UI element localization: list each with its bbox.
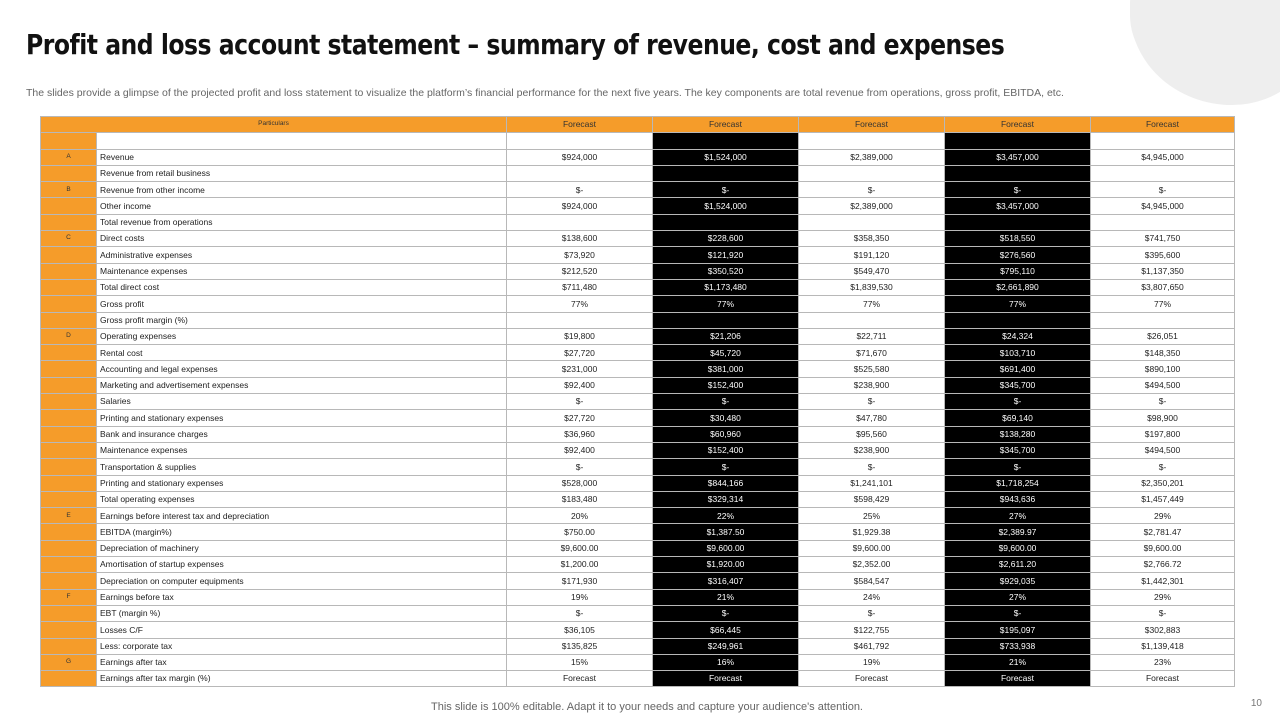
- row-letter: [41, 491, 97, 507]
- cell-forecast-4: 21%: [945, 654, 1091, 670]
- cell-forecast-2: $-: [653, 459, 799, 475]
- cell-forecast-4: $929,035: [945, 573, 1091, 589]
- table-row: [41, 410, 1235, 426]
- cell-forecast-1: $9,600.00: [507, 540, 653, 556]
- row-label: Total direct cost: [97, 279, 507, 295]
- table-row: [41, 198, 1235, 214]
- cell-forecast-5: $395,600: [1091, 247, 1235, 263]
- cell-forecast-1: $924,000: [507, 149, 653, 165]
- cell-forecast-3: $584,547: [799, 573, 945, 589]
- cell-forecast-4: $518,550: [945, 231, 1091, 247]
- row-letter: B: [41, 182, 97, 198]
- cell-forecast-1: 15%: [507, 654, 653, 670]
- cell-forecast-5: $2,766.72: [1091, 557, 1235, 573]
- row-label: Rental cost: [97, 345, 507, 361]
- row-letter: [41, 573, 97, 589]
- row-letter: [41, 263, 97, 279]
- header-forecast-1: Forecast: [507, 117, 653, 133]
- cell-forecast-3: $1,839,530: [799, 279, 945, 295]
- cell-forecast-3: [799, 133, 945, 149]
- cell-forecast-5: $1,139,418: [1091, 638, 1235, 654]
- cell-forecast-3: $358,350: [799, 231, 945, 247]
- row-label: Less: corporate tax: [97, 638, 507, 654]
- cell-forecast-5: [1091, 312, 1235, 328]
- header-particulars: Particulars: [41, 117, 507, 133]
- row-label: Administrative expenses: [97, 247, 507, 263]
- row-letter: E: [41, 508, 97, 524]
- cell-forecast-1: $171,930: [507, 573, 653, 589]
- cell-forecast-4: $795,110: [945, 263, 1091, 279]
- row-label: Printing and stationary expenses: [97, 410, 507, 426]
- row-label: Gross profit: [97, 296, 507, 312]
- cell-forecast-5: [1091, 133, 1235, 149]
- table-row: [41, 622, 1235, 638]
- row-letter: [41, 133, 97, 149]
- cell-forecast-4: 27%: [945, 508, 1091, 524]
- row-letter: D: [41, 328, 97, 344]
- row-label: Maintenance expenses: [97, 263, 507, 279]
- cell-forecast-1: 19%: [507, 589, 653, 605]
- row-letter: [41, 442, 97, 458]
- cell-forecast-5: $-: [1091, 182, 1235, 198]
- cell-forecast-4: [945, 165, 1091, 181]
- cell-forecast-3: Forecast: [799, 671, 945, 687]
- table-row: [41, 459, 1235, 475]
- row-label: Losses C/F: [97, 622, 507, 638]
- row-label: Operating expenses: [97, 328, 507, 344]
- table-header-row: [41, 117, 1235, 133]
- table-row: [41, 279, 1235, 295]
- cell-forecast-3: $1,929.38: [799, 524, 945, 540]
- cell-forecast-3: $2,389,000: [799, 149, 945, 165]
- cell-forecast-4: $-: [945, 394, 1091, 410]
- cell-forecast-1: $36,960: [507, 426, 653, 442]
- cell-forecast-2: 21%: [653, 589, 799, 605]
- row-letter: A: [41, 149, 97, 165]
- cell-forecast-5: $1,442,301: [1091, 573, 1235, 589]
- cell-forecast-5: $26,051: [1091, 328, 1235, 344]
- cell-forecast-4: 77%: [945, 296, 1091, 312]
- cell-forecast-3: [799, 165, 945, 181]
- table-row: [41, 442, 1235, 458]
- cell-forecast-3: $-: [799, 459, 945, 475]
- row-label: Revenue from other income: [97, 182, 507, 198]
- cell-forecast-1: $1,200.00: [507, 557, 653, 573]
- row-letter: [41, 296, 97, 312]
- table-row: [41, 361, 1235, 377]
- table-row: [41, 540, 1235, 556]
- cell-forecast-3: 77%: [799, 296, 945, 312]
- table-row: [41, 182, 1235, 198]
- cell-forecast-1: $36,105: [507, 622, 653, 638]
- cell-forecast-5: [1091, 214, 1235, 230]
- cell-forecast-3: $22,711: [799, 328, 945, 344]
- cell-forecast-4: [945, 214, 1091, 230]
- cell-forecast-4: $345,700: [945, 442, 1091, 458]
- row-label: Transportation & supplies: [97, 459, 507, 475]
- cell-forecast-2: $-: [653, 605, 799, 621]
- cell-forecast-2: $381,000: [653, 361, 799, 377]
- cell-forecast-2: $152,400: [653, 442, 799, 458]
- header-forecast-4: Forecast: [945, 117, 1091, 133]
- cell-forecast-5: 29%: [1091, 589, 1235, 605]
- cell-forecast-2: $1,173,480: [653, 279, 799, 295]
- cell-forecast-3: $47,780: [799, 410, 945, 426]
- cell-forecast-4: $345,700: [945, 377, 1091, 393]
- row-label: Revenue from retail business: [97, 165, 507, 181]
- cell-forecast-1: $27,720: [507, 345, 653, 361]
- slide-title: Profit and loss account statement – summary of revenue, cost and expenses: [26, 28, 1005, 61]
- row-label: Bank and insurance charges: [97, 426, 507, 442]
- pl-table-container: [40, 116, 1234, 687]
- cell-forecast-1: $-: [507, 394, 653, 410]
- cell-forecast-3: $238,900: [799, 377, 945, 393]
- cell-forecast-5: $1,457,449: [1091, 491, 1235, 507]
- cell-forecast-2: 22%: [653, 508, 799, 524]
- row-letter: [41, 312, 97, 328]
- row-letter: [41, 475, 97, 491]
- cell-forecast-1: $924,000: [507, 198, 653, 214]
- row-letter: [41, 638, 97, 654]
- cell-forecast-1: $212,520: [507, 263, 653, 279]
- row-label: Printing and stationary expenses: [97, 475, 507, 491]
- row-label: Salaries: [97, 394, 507, 410]
- cell-forecast-4: $103,710: [945, 345, 1091, 361]
- table-row: [41, 133, 1235, 149]
- cell-forecast-5: $494,500: [1091, 377, 1235, 393]
- row-letter: [41, 557, 97, 573]
- cell-forecast-3: $549,470: [799, 263, 945, 279]
- cell-forecast-3: $9,600.00: [799, 540, 945, 556]
- cell-forecast-4: $-: [945, 605, 1091, 621]
- cell-forecast-4: $3,457,000: [945, 149, 1091, 165]
- row-label: Depreciation on computer equipments: [97, 573, 507, 589]
- cell-forecast-2: $60,960: [653, 426, 799, 442]
- cell-forecast-2: $121,920: [653, 247, 799, 263]
- row-label: EBT (margin %): [97, 605, 507, 621]
- table-row: [41, 638, 1235, 654]
- cell-forecast-1: $183,480: [507, 491, 653, 507]
- cell-forecast-5: 23%: [1091, 654, 1235, 670]
- row-letter: [41, 524, 97, 540]
- cell-forecast-3: $598,429: [799, 491, 945, 507]
- row-label: Total operating expenses: [97, 491, 507, 507]
- cell-forecast-2: 77%: [653, 296, 799, 312]
- cell-forecast-2: $228,600: [653, 231, 799, 247]
- cell-forecast-3: $2,352.00: [799, 557, 945, 573]
- row-letter: [41, 459, 97, 475]
- slide-subtitle: The slides provide a glimpse of the projected profit and loss statement to visualize the platform’s financial performance for the next five years. The key components are total revenue from operations, gross profit, EBITDA, etc.: [26, 87, 1064, 99]
- cell-forecast-2: $-: [653, 182, 799, 198]
- row-letter: [41, 279, 97, 295]
- row-letter: G: [41, 654, 97, 670]
- cell-forecast-4: $9,600.00: [945, 540, 1091, 556]
- table-row: [41, 328, 1235, 344]
- cell-forecast-5: $741,750: [1091, 231, 1235, 247]
- cell-forecast-2: 16%: [653, 654, 799, 670]
- cell-forecast-3: 25%: [799, 508, 945, 524]
- cell-forecast-1: $27,720: [507, 410, 653, 426]
- cell-forecast-2: [653, 165, 799, 181]
- cell-forecast-1: $73,920: [507, 247, 653, 263]
- cell-forecast-1: [507, 214, 653, 230]
- cell-forecast-4: $733,938: [945, 638, 1091, 654]
- cell-forecast-2: $844,166: [653, 475, 799, 491]
- cell-forecast-4: $-: [945, 182, 1091, 198]
- row-label: Revenue: [97, 149, 507, 165]
- cell-forecast-4: [945, 133, 1091, 149]
- cell-forecast-3: 24%: [799, 589, 945, 605]
- cell-forecast-2: $350,520: [653, 263, 799, 279]
- cell-forecast-3: $191,120: [799, 247, 945, 263]
- cell-forecast-4: $276,560: [945, 247, 1091, 263]
- cell-forecast-5: $-: [1091, 459, 1235, 475]
- cell-forecast-4: $2,611.20: [945, 557, 1091, 573]
- row-label: Total revenue from operations: [97, 214, 507, 230]
- cell-forecast-3: $-: [799, 394, 945, 410]
- cell-forecast-5: $148,350: [1091, 345, 1235, 361]
- cell-forecast-1: [507, 312, 653, 328]
- row-label: EBITDA (margin%): [97, 524, 507, 540]
- table-row: [41, 524, 1235, 540]
- row-letter: [41, 426, 97, 442]
- table-row: [41, 296, 1235, 312]
- cell-forecast-3: $1,241,101: [799, 475, 945, 491]
- row-label: Earnings before interest tax and depreciation: [97, 508, 507, 524]
- cell-forecast-4: $195,097: [945, 622, 1091, 638]
- cell-forecast-2: $1,920.00: [653, 557, 799, 573]
- cell-forecast-5: $4,945,000: [1091, 198, 1235, 214]
- cell-forecast-5: $98,900: [1091, 410, 1235, 426]
- cell-forecast-3: $-: [799, 605, 945, 621]
- cell-forecast-1: $-: [507, 182, 653, 198]
- cell-forecast-1: $92,400: [507, 377, 653, 393]
- cell-forecast-5: 77%: [1091, 296, 1235, 312]
- cell-forecast-3: $95,560: [799, 426, 945, 442]
- cell-forecast-2: $-: [653, 394, 799, 410]
- row-label: Earnings after tax: [97, 654, 507, 670]
- row-letter: [41, 377, 97, 393]
- row-label: Accounting and legal expenses: [97, 361, 507, 377]
- table-row: [41, 573, 1235, 589]
- cell-forecast-1: $135,825: [507, 638, 653, 654]
- header-forecast-3: Forecast: [799, 117, 945, 133]
- table-row: [41, 377, 1235, 393]
- row-letter: [41, 361, 97, 377]
- table-row: [41, 165, 1235, 181]
- cell-forecast-1: $528,000: [507, 475, 653, 491]
- cell-forecast-1: 20%: [507, 508, 653, 524]
- cell-forecast-5: $2,781.47: [1091, 524, 1235, 540]
- row-letter: [41, 622, 97, 638]
- cell-forecast-1: [507, 165, 653, 181]
- cell-forecast-5: $-: [1091, 394, 1235, 410]
- row-letter: [41, 345, 97, 361]
- cell-forecast-4: Forecast: [945, 671, 1091, 687]
- cell-forecast-4: $138,280: [945, 426, 1091, 442]
- row-label: [97, 133, 507, 149]
- cell-forecast-2: $30,480: [653, 410, 799, 426]
- cell-forecast-4: $2,389.97: [945, 524, 1091, 540]
- row-letter: [41, 214, 97, 230]
- row-label: Earnings before tax: [97, 589, 507, 605]
- page-number: 10: [1250, 698, 1262, 709]
- table-row: [41, 263, 1235, 279]
- table-row: [41, 345, 1235, 361]
- table-row: [41, 671, 1235, 687]
- cell-forecast-2: [653, 133, 799, 149]
- cell-forecast-4: $3,457,000: [945, 198, 1091, 214]
- row-letter: [41, 671, 97, 687]
- cell-forecast-3: $-: [799, 182, 945, 198]
- cell-forecast-3: [799, 312, 945, 328]
- cell-forecast-2: $152,400: [653, 377, 799, 393]
- cell-forecast-2: $21,206: [653, 328, 799, 344]
- cell-forecast-4: $691,400: [945, 361, 1091, 377]
- cell-forecast-2: $249,961: [653, 638, 799, 654]
- table-body: [41, 133, 1235, 687]
- cell-forecast-1: $-: [507, 605, 653, 621]
- cell-forecast-3: $461,792: [799, 638, 945, 654]
- cell-forecast-5: $890,100: [1091, 361, 1235, 377]
- table-row: [41, 654, 1235, 670]
- cell-forecast-2: $66,445: [653, 622, 799, 638]
- cell-forecast-2: $316,407: [653, 573, 799, 589]
- cell-forecast-5: $2,350,201: [1091, 475, 1235, 491]
- cell-forecast-1: $711,480: [507, 279, 653, 295]
- cell-forecast-4: $2,661,890: [945, 279, 1091, 295]
- row-letter: [41, 394, 97, 410]
- cell-forecast-4: 27%: [945, 589, 1091, 605]
- row-label: Marketing and advertisement expenses: [97, 377, 507, 393]
- cell-forecast-1: [507, 133, 653, 149]
- cell-forecast-5: $494,500: [1091, 442, 1235, 458]
- cell-forecast-3: $525,580: [799, 361, 945, 377]
- cell-forecast-1: Forecast: [507, 671, 653, 687]
- cell-forecast-2: $1,387.50: [653, 524, 799, 540]
- row-letter: [41, 165, 97, 181]
- cell-forecast-3: [799, 214, 945, 230]
- table-row: [41, 231, 1235, 247]
- table-row: [41, 426, 1235, 442]
- cell-forecast-5: 29%: [1091, 508, 1235, 524]
- cell-forecast-5: $3,807,650: [1091, 279, 1235, 295]
- cell-forecast-5: $9,600.00: [1091, 540, 1235, 556]
- cell-forecast-1: $138,600: [507, 231, 653, 247]
- row-letter: C: [41, 231, 97, 247]
- row-letter: [41, 410, 97, 426]
- cell-forecast-2: $1,524,000: [653, 149, 799, 165]
- cell-forecast-1: $231,000: [507, 361, 653, 377]
- table-row: [41, 312, 1235, 328]
- table-row: [41, 557, 1235, 573]
- table-row: [41, 247, 1235, 263]
- table-row: [41, 508, 1235, 524]
- table-row: [41, 605, 1235, 621]
- cell-forecast-5: $4,945,000: [1091, 149, 1235, 165]
- cell-forecast-1: 77%: [507, 296, 653, 312]
- row-label: Maintenance expenses: [97, 442, 507, 458]
- cell-forecast-2: $45,720: [653, 345, 799, 361]
- cell-forecast-3: $2,389,000: [799, 198, 945, 214]
- cell-forecast-4: [945, 312, 1091, 328]
- table-row: [41, 394, 1235, 410]
- cell-forecast-5: $197,800: [1091, 426, 1235, 442]
- row-label: Direct costs: [97, 231, 507, 247]
- table-row: [41, 475, 1235, 491]
- row-letter: [41, 605, 97, 621]
- cell-forecast-5: $1,137,350: [1091, 263, 1235, 279]
- row-letter: [41, 198, 97, 214]
- cell-forecast-1: $92,400: [507, 442, 653, 458]
- cell-forecast-4: $-: [945, 459, 1091, 475]
- cell-forecast-1: $750.00: [507, 524, 653, 540]
- cell-forecast-3: $122,755: [799, 622, 945, 638]
- row-label: Gross profit margin (%): [97, 312, 507, 328]
- cell-forecast-1: $19,800: [507, 328, 653, 344]
- row-letter: F: [41, 589, 97, 605]
- cell-forecast-5: Forecast: [1091, 671, 1235, 687]
- row-label: Amortisation of startup expenses: [97, 557, 507, 573]
- row-label: Depreciation of machinery: [97, 540, 507, 556]
- table-row: [41, 149, 1235, 165]
- row-label: Other income: [97, 198, 507, 214]
- cell-forecast-5: [1091, 165, 1235, 181]
- row-letter: [41, 247, 97, 263]
- row-label: Earnings after tax margin (%): [97, 671, 507, 687]
- cell-forecast-4: $24,324: [945, 328, 1091, 344]
- table-row: [41, 491, 1235, 507]
- cell-forecast-2: $329,314: [653, 491, 799, 507]
- cell-forecast-2: $1,524,000: [653, 198, 799, 214]
- cell-forecast-4: $69,140: [945, 410, 1091, 426]
- table-row: [41, 589, 1235, 605]
- cell-forecast-5: $302,883: [1091, 622, 1235, 638]
- cell-forecast-4: $943,636: [945, 491, 1091, 507]
- slide-footer: This slide is 100% editable. Adapt it to your needs and capture your audience's attention.: [431, 701, 863, 713]
- pl-statement-table: [40, 116, 1235, 687]
- cell-forecast-2: $9,600.00: [653, 540, 799, 556]
- cell-forecast-2: [653, 312, 799, 328]
- cell-forecast-3: $71,670: [799, 345, 945, 361]
- cell-forecast-4: $1,718,254: [945, 475, 1091, 491]
- cell-forecast-2: Forecast: [653, 671, 799, 687]
- row-letter: [41, 540, 97, 556]
- cell-forecast-3: $238,900: [799, 442, 945, 458]
- table-row: [41, 214, 1235, 230]
- header-forecast-5: Forecast: [1091, 117, 1235, 133]
- cell-forecast-1: $-: [507, 459, 653, 475]
- header-forecast-2: Forecast: [653, 117, 799, 133]
- cell-forecast-2: [653, 214, 799, 230]
- cell-forecast-5: $-: [1091, 605, 1235, 621]
- cell-forecast-3: 19%: [799, 654, 945, 670]
